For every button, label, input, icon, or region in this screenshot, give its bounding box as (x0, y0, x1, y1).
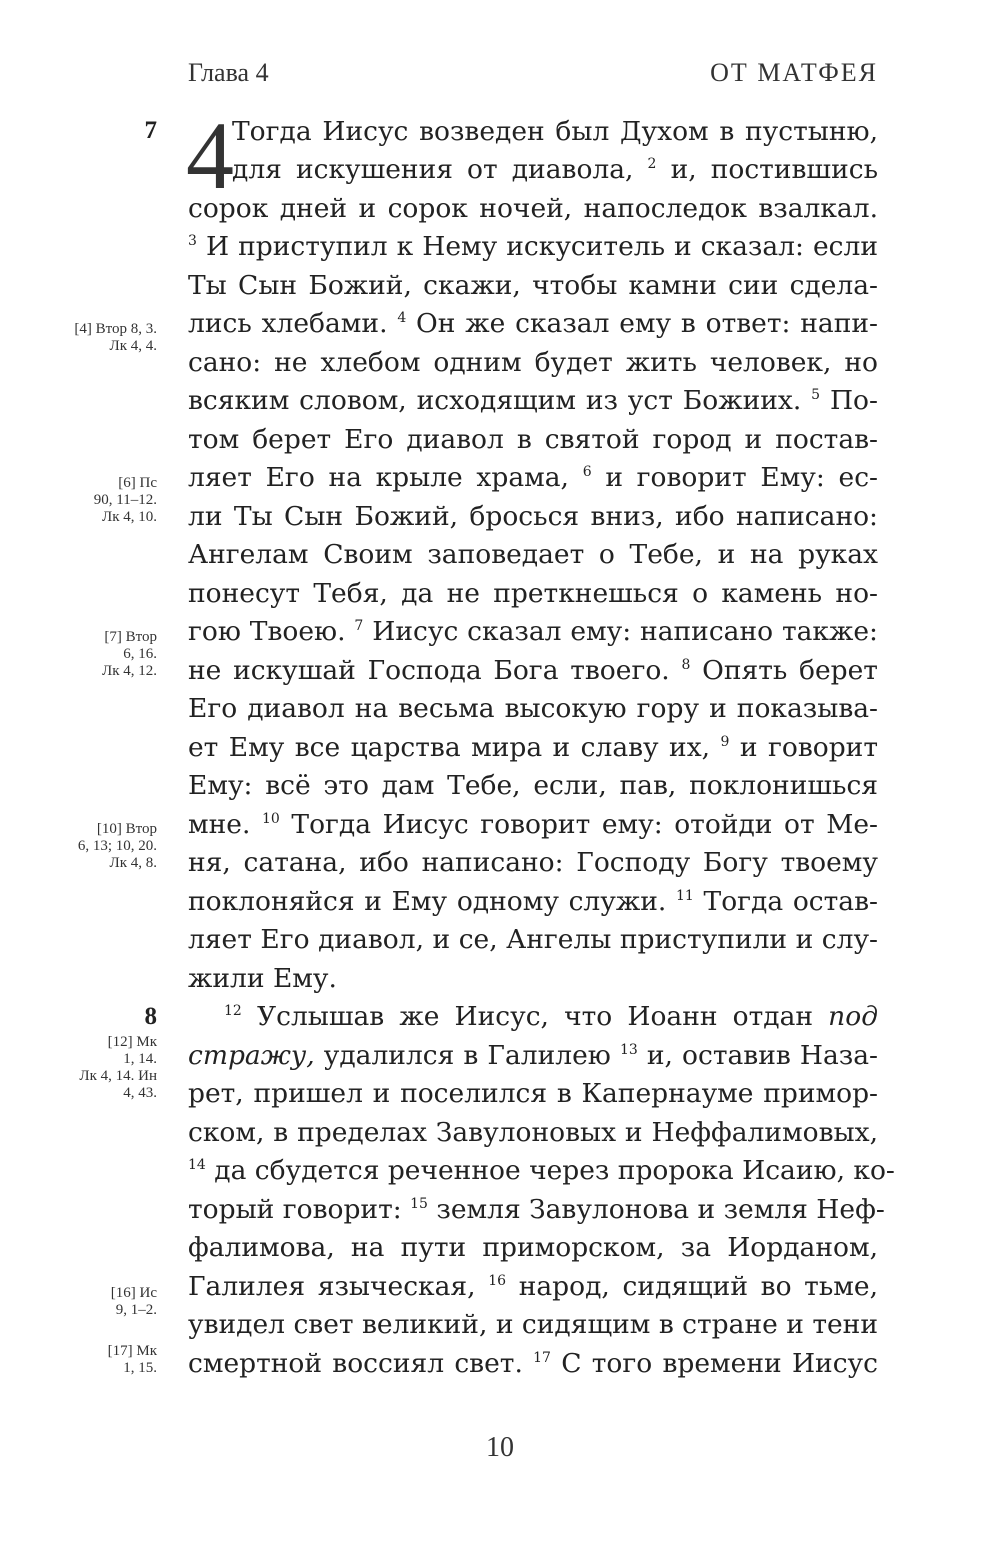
cross-reference: [16] Ис 9, 1–2. (110, 1285, 157, 1318)
text-line: понесут Тебя, да не преткнешься о камень но- (188, 578, 878, 609)
text-line: Тогда Иисус возведен был Духом в пустыню, (232, 116, 878, 147)
text-line: Ангелам Своим заповедает о Тебе, и на руках (188, 539, 878, 570)
chapter-drop-cap: 4 (186, 102, 234, 209)
text-line: сорок дней и сорок ночей, напоследок взалкал. (188, 193, 878, 224)
text-line: ляет Его диавол, и се, Ангелы приступили и слу- (188, 924, 878, 955)
text-line: ли Ты Сын Божий, бросься вниз, ибо написано: (188, 501, 878, 532)
text-line: не искушай Господа Бога твоего. $^8$ Опять берет (188, 655, 878, 686)
cross-reference: [7] Втор 6, 16. Лк 4, 12. (102, 629, 157, 679)
chapter-header: Глава 4 (188, 58, 269, 87)
cross-reference: [6] Пс 90, 11–12. Лк 4, 10. (93, 475, 157, 525)
text-line: всяким словом, исходящим из уст Божиих. $^5$ По- (188, 385, 878, 416)
section-number: 7 (144, 117, 157, 144)
text-line: гою Твоею. $^7$ Иисус сказал ему: написано также: (188, 616, 878, 647)
cross-reference: [4] Втор 8, 3. Лк 4, 4. (74, 321, 157, 354)
text-line: Галилея языческая, $^{16}$ народ, сидящий во тьме, (188, 1271, 878, 1302)
text-line: Ты Сын Божий, скажи, чтобы камни сии сдела- (188, 270, 878, 301)
text-line: торый говорит: $^{15}$ земля Завулонова и земля Неф- (188, 1194, 885, 1225)
text-line: лись хлебами. $^4$ Он же сказал ему в ответ: напи- (188, 308, 878, 339)
text-line: мне. $^{10}$ Тогда Иисус говорит ему: отойди от Ме- (188, 809, 878, 840)
text-line: увидел свет великий, и сидящим в стране и тени (188, 1309, 878, 1340)
text-line: фалимова, на пути приморском, за Иорданом, (188, 1232, 878, 1263)
text-line: Его диавол на весьма высокую гору и показыва- (188, 693, 878, 724)
text-line: смертной воссиял свет. $^{17}$ С того времени Иисус (188, 1348, 878, 1379)
text-line: ет Ему все царства мира и славу их, $^9$ и говорит (188, 732, 878, 763)
section-number: 8 (144, 1003, 157, 1030)
book-title-header: ОТ МАТФЕЯ (710, 58, 878, 87)
text-line: ня, сатана, ибо написано: Господу Богу твоему (188, 847, 878, 878)
text-line: жили Ему. (188, 963, 337, 994)
text-line: рет, пришел и поселился в Капернауме примор- (188, 1078, 878, 1109)
cross-reference: [17] Мк 1, 15. (107, 1343, 157, 1376)
text-line: ляет Его на крыле храма, $^6$ и говорит Ему: ес- (188, 462, 878, 493)
text-line: Ему: всё это дам Тебе, если, пав, поклонишься (188, 770, 878, 801)
text-line: стражу, удалился в Галилею $^{13}$ и, оставив Наза- (188, 1040, 878, 1071)
text-line: $^3$ И приступил к Нему искуситель и сказал: если (188, 231, 878, 262)
page-number: 10 (486, 1432, 514, 1463)
text-line: для искушения от диавола, $^2$ и, постившись (232, 154, 878, 185)
text-line: том берет Его диавол в святой город и постав- (188, 424, 878, 455)
text-line: $^{14}$ да сбудется реченное через пророка Исаию, ко- (188, 1155, 895, 1186)
cross-reference: [12] Мк 1, 14. Лк 4, 14. Ин 4, 43. (79, 1034, 157, 1101)
text-line: поклоняйся и Ему одному служи. $^{11}$ Тогда остав- (188, 886, 878, 917)
cross-reference: [10] Втор 6, 13; 10, 20. Лк 4, 8. (77, 821, 157, 871)
text-line: $^{12}$ Услышав же Иисус, что Иоанн отдан под (224, 1001, 878, 1032)
text-line: сано: не хлебом одним будет жить человек, но (188, 347, 878, 378)
text-line: ском, в пределах Завулоновых и Неффалимовых, (188, 1117, 878, 1148)
